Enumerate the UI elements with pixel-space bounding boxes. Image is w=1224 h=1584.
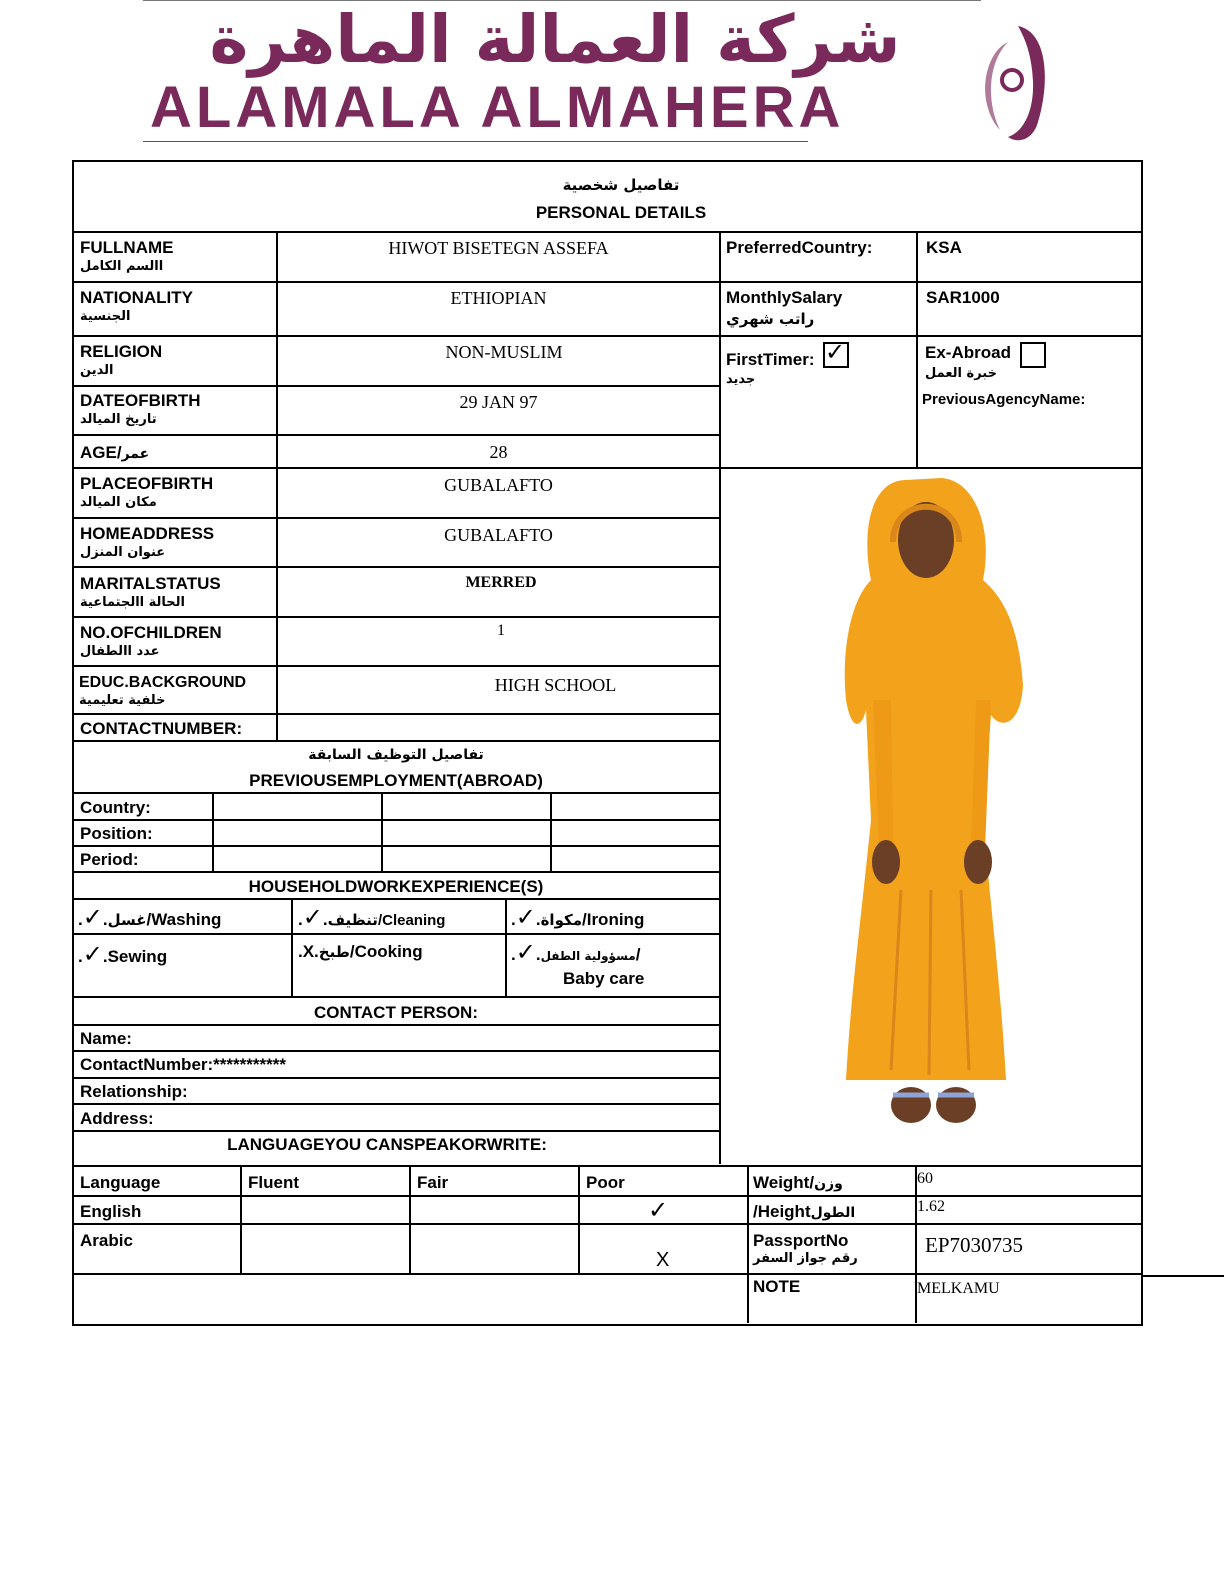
pob-arabic: مكان الميالد [80,495,157,510]
height-label [753,1202,855,1222]
fullname-arabic: االسم الكامل [80,259,164,274]
ironing-arabic: مكواة [540,911,582,929]
nationality-label: NATIONALITY [80,288,194,307]
rule [1141,1275,1224,1277]
col-divider [409,1166,411,1273]
col-divider [381,793,383,871]
rule [72,819,720,821]
arabic-poor-mark: X [656,1249,670,1271]
education-arabic: خلفية تعليمية [79,693,166,708]
cooking-arabic: طبخ [318,943,350,961]
ex-abroad-checkbox[interactable] [1020,342,1046,368]
col-divider [240,1166,242,1273]
lang-header-fluent: Fluent [248,1173,299,1192]
weight-arabic: وزن [814,1176,843,1192]
weight-label-text: Weight/ [753,1173,815,1192]
logo-emblem-icon [978,22,1050,144]
weight-value: 60 [917,1170,933,1187]
lang-arabic: Arabic [80,1231,133,1250]
check-icon: ✓ [302,903,323,931]
first-timer-checkbox[interactable] [823,338,849,368]
babycare-arabic: مسؤولية الطفل [540,949,636,963]
preferred-country-value: KSA [926,238,962,257]
rule [72,1103,720,1105]
col-divider [915,1166,917,1323]
address-label: HOMEADDRESS [80,524,215,543]
washing-item: .✓.غسل/Washing [78,903,222,931]
rule [72,1195,1141,1197]
address-value: GUBALAFTO [444,525,553,545]
rule [72,713,720,715]
languages-title: LANGUAGEYOU CANSPEAKORWRITE: [227,1135,547,1154]
col-divider [291,899,293,996]
age-arabic: عمر [121,446,150,462]
children-label: NO.OFCHILDREN [80,623,222,642]
sewing-item: .✓.Sewing [78,940,168,968]
monthly-salary-value: SAR1000 [926,288,1000,307]
rule [72,996,720,998]
lang-header-fair: Fair [417,1173,449,1192]
religion-value: NON-MUSLIM [445,342,563,362]
monthly-salary-label: MonthlySalary [726,288,843,307]
marital-label: MARITALSTATUS [80,574,221,593]
note-label: NOTE [753,1277,801,1296]
prev-employment-title: PREVIOUSEMPLOYMENT(ABROAD) [249,771,543,790]
rule [72,845,720,847]
rule [72,231,1141,233]
rule [72,1050,720,1052]
rule [72,1130,720,1132]
rule [72,898,720,900]
household-title: HOUSEHOLDWORKEXPERIENCE(S) [248,877,544,896]
ex-abroad-arabic: خبرة العمل [925,366,997,381]
rule [72,1223,1141,1225]
washing-arabic: غسل [107,911,147,929]
english-poor-check-icon: ✓ [648,1196,669,1224]
check-icon: ✓ [515,903,536,931]
nationality-arabic: الجنسية [80,309,131,324]
passport-label: PassportNo [753,1231,849,1250]
rule [72,616,720,618]
passport-arabic: رقم جواز السفر [753,1251,858,1266]
sewing-label: .Sewing [102,947,168,966]
previous-agency-label: PreviousAgencyName: [922,391,1086,408]
cooking-item [298,942,423,962]
ironing-item: .✓.مكواة/Ironing [511,903,645,931]
rule [72,1165,1141,1167]
check-icon: ✓ [825,338,846,366]
header-arabic: تفاصيل شخصية [562,176,680,194]
pob-label: PLACEOFBIRTH [80,474,214,493]
rule [72,281,1141,283]
age-label [80,443,149,463]
logo-arabic: شركة العمالة الماهرة [209,1,901,78]
rule [72,467,1141,469]
weight-label [753,1173,843,1193]
height-value: 1.62 [917,1198,945,1215]
monthly-salary-arabic: راتب شهري [726,310,815,328]
applicant-photo [721,470,1139,1165]
rule [72,933,720,935]
marital-arabic: الحالة االجتماعية [80,595,186,610]
nationality-value: ETHIOPIAN [450,288,547,308]
marital-value: MERRED [465,574,537,591]
rule [72,792,720,794]
lang-header-language: Language [80,1173,161,1192]
rule [72,1024,720,1026]
fullname-label: FULLNAME [80,238,174,257]
cooking-mark: .X. [298,942,319,961]
contact-number-label: CONTACTNUMBER: [80,719,243,738]
rule [72,1077,720,1079]
religion-arabic: الدين [80,363,114,378]
cleaning-arabic: تنظيف [327,911,378,929]
height-label-text: /Height [753,1202,811,1221]
rule [72,1273,1141,1275]
rule [72,517,720,519]
rule [72,335,1141,337]
dob-value: 29 JAN 97 [459,392,538,412]
rule [72,434,720,436]
prev-employment-arabic: تفاصيل التوظيف السابقة [308,747,484,763]
age-label-text: AGE/ [80,443,122,462]
check-icon: ✓ [82,940,103,968]
rule [72,665,720,667]
rule [72,740,720,742]
col-divider [505,899,507,996]
cleaning-item: .✓.تنظيف/Cleaning [298,903,446,931]
dob-label: DATEOFBIRTH [80,391,201,410]
children-arabic: عدد االطفال [80,644,160,659]
children-value: 1 [497,622,505,639]
cleaning-label: /Cleaning [377,912,446,929]
cooking-label: /Cooking [349,942,423,961]
fullname-value: HIWOT BISETEGN ASSEFA [388,238,609,258]
col-divider [212,793,214,871]
education-label: EDUC.BACKGROUND [79,674,247,691]
note-value: MELKAMU [917,1280,1000,1297]
first-timer-arabic: جديد [726,372,756,387]
logo-bottom-rule [143,141,808,142]
ironing-label: /Ironing [582,910,645,929]
dob-arabic: تاريخ الميالد [80,412,157,427]
first-timer-label: FirstTimer: [726,350,815,369]
address-arabic: عنوان المنزل [80,545,166,560]
contact-name-label: Name: [80,1029,132,1048]
contact-number-row: ContactNumber:*********** [80,1055,286,1074]
prev-position-label: Position: [80,824,153,843]
logo-english: ALAMALA ALMAHERA [150,75,845,140]
religion-label: RELIGION [80,342,163,361]
check-icon: ✓ [515,938,536,966]
rule [72,871,720,873]
washing-label: /Washing [146,910,222,929]
header-title: PERSONAL DETAILS [535,203,707,222]
babycare-label: Baby care [563,969,645,988]
prev-period-label: Period: [80,850,139,869]
prev-country-label: Country: [80,798,151,817]
preferred-country-label: PreferredCountry: [726,238,873,257]
passport-value: EP7030735 [925,1233,1024,1257]
height-arabic: الطول [810,1205,856,1221]
ex-abroad-label: Ex-Abroad [925,343,1011,362]
contact-relationship-label: Relationship: [80,1082,188,1101]
contact-address-label: Address: [80,1109,154,1128]
check-icon: ✓ [82,903,103,931]
col-divider [916,232,918,468]
age-value: 28 [489,442,508,462]
pob-value: GUBALAFTO [444,475,553,495]
col-divider [747,1166,749,1323]
rule [72,566,720,568]
lang-english: English [80,1202,142,1221]
education-value: HIGH SCHOOL [494,675,617,695]
rule [72,385,720,387]
babycare-item: .✓.مسؤولية الطفل/ [511,938,641,966]
col-divider [578,1166,580,1273]
contact-person-title: CONTACT PERSON: [313,1003,478,1022]
lang-header-poor: Poor [586,1173,625,1192]
col-divider [550,793,552,871]
